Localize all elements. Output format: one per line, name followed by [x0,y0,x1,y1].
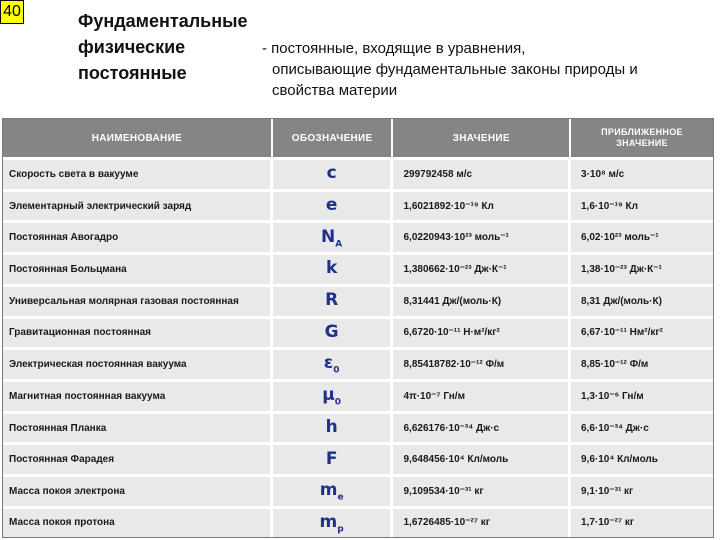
constant-name: Универсальная молярная газовая постоянная [3,287,273,319]
constant-approx-value: 6,6·10⁻³⁴ Дж·с [571,414,713,446]
constant-approx-value: 1,3·10⁻⁶ Гн/м [571,382,713,414]
constant-approx-value: 6,67·10⁻¹¹ Нм²/кг² [571,319,713,351]
definition-line: описывающие фундаментальные законы природы и [272,61,638,78]
symbol-subscript: p [337,524,344,535]
constant-name: Постоянная Планка [3,414,273,446]
constant-approx-value: 1,6·10⁻¹⁹ Кл [571,192,713,224]
constant-symbol [273,160,394,192]
constants-table-container [2,118,714,538]
constant-symbol [273,382,394,414]
constant-value: 4π·10⁻⁷ Гн/м [393,382,571,414]
header-value: ЗНАЧЕНИЕ [393,119,571,160]
constant-name: Постоянная Больцмана [3,255,273,287]
header-symbol: ОБОЗНАЧЕНИЕ [273,119,394,160]
constant-value: 8,85418782·10⁻¹² Ф/м [393,350,571,382]
table-row [3,350,713,382]
table-header-row [3,119,713,160]
constant-approx-value: 9,1·10⁻³¹ кг [571,477,713,509]
constant-symbol [273,255,394,287]
symbol-letter: F [325,448,338,469]
symbol-letter: R [325,290,339,311]
title-line: Фундаментальные [78,11,248,31]
header-name: НАИМЕНОВАНИЕ [3,119,273,160]
title-line: физические [78,37,186,57]
table-row [3,414,713,446]
slide-number-badge: 40 [0,0,24,24]
table-row [3,255,713,287]
constant-approx-value: 6,02·10²³ моль⁻¹ [571,223,713,255]
title-line: постоянные [78,63,187,83]
symbol-letter: G [324,321,339,342]
constant-symbol [273,477,394,509]
constant-symbol [273,414,394,446]
constant-value: 1,380662·10⁻²³ Дж·К⁻¹ [393,255,571,287]
constant-approx-value: 8,85·10⁻¹² Ф/м [571,350,713,382]
symbol-letter: μ [322,385,335,406]
symbol-letter: ε [323,353,334,374]
table-row [3,160,713,192]
table-row [3,192,713,224]
constants-table [3,119,713,537]
definition-line: свойства материи [272,82,398,99]
constant-name: Масса покоя электрона [3,477,273,509]
symbol-subscript: 0 [333,365,340,376]
constant-approx-value: 1,38·10⁻²³ Дж·К⁻¹ [571,255,713,287]
symbol-letter: m [319,480,338,501]
constant-value: 8,31441 Дж/(моль·К) [393,287,571,319]
constant-value: 1,6021892·10⁻¹⁹ Кл [393,192,571,224]
symbol-subscript: 0 [334,397,342,408]
constant-name: Гравитационная постоянная [3,319,273,351]
constant-approx-value: 3·10⁸ м/с [571,160,713,192]
constant-name: Скорость света в вакууме [3,160,273,192]
constant-symbol [273,287,394,319]
definition-line: - постоянные, входящие в уравнения, [262,40,526,57]
constant-name: Элементарный электрический заряд [3,192,273,224]
definition-text [262,38,712,101]
table-row [3,445,713,477]
constant-value: 299792458 м/с [393,160,571,192]
symbol-letter: N [321,226,336,247]
constant-symbol [273,350,394,382]
table-row [3,319,713,351]
symbol-letter: c [326,163,337,184]
constant-symbol [273,319,394,351]
constant-name: Электрическая постоянная вакуума [3,350,273,382]
symbol-letter: e [325,194,338,215]
table-body [3,160,713,537]
constant-symbol [273,192,394,224]
symbol-letter: h [325,416,338,437]
constant-symbol [273,223,394,255]
symbol-subscript: A [335,238,343,249]
table-row [3,382,713,414]
constant-name: Магнитная постоянная вакуума [3,382,273,414]
constant-approx-value: 1,7·10⁻²⁷ кг [571,509,713,537]
table-row [3,287,713,319]
constant-value: 9,109534·10⁻³¹ кг [393,477,571,509]
table-row [3,477,713,509]
constant-approx-value: 9,6·10⁴ Кл/моль [571,445,713,477]
constant-symbol [273,445,394,477]
constant-name: Масса покоя протона [3,509,273,537]
constant-value: 9,648456·10⁴ Кл/моль [393,445,571,477]
constant-name: Постоянная Фарадея [3,445,273,477]
symbol-letter: m [319,511,338,532]
table-row [3,223,713,255]
table-row [3,509,713,537]
constant-value: 1,6726485·10⁻²⁷ кг [393,509,571,537]
symbol-letter: k [325,258,338,279]
constant-value: 6,626176·10⁻³⁴ Дж·с [393,414,571,446]
constant-name: Постоянная Авогадро [3,223,273,255]
header-approx: ПРИБЛИЖЕННОЕ ЗНАЧЕНИЕ [571,119,713,160]
symbol-subscript: e [337,492,344,503]
constant-symbol [273,509,394,537]
constant-approx-value: 8,31 Дж/(моль·К) [571,287,713,319]
page-title [78,8,278,86]
constant-value: 6,0220943·10²³ моль⁻¹ [393,223,571,255]
constant-value: 6,6720·10⁻¹¹ Н·м²/кг² [393,319,571,351]
